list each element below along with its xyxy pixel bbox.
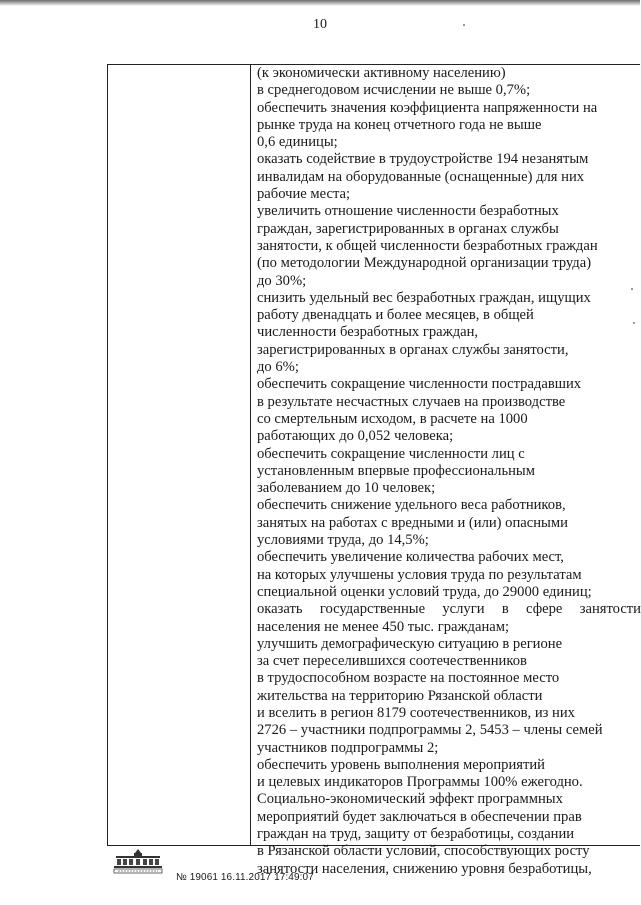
- text-line: работающих до 0,052 человека;: [257, 428, 454, 445]
- text-line: численности безработных граждан,: [257, 324, 479, 341]
- text-line: в результате несчастных случаев на производстве: [257, 393, 566, 410]
- document-table: [107, 64, 641, 877]
- text-line: инвалидам на оборудованные (оснащенные) для них: [257, 168, 585, 185]
- text-line: за счет переселившихся соотечественников: [257, 653, 527, 670]
- text-line: и целевых индикаторов Программы 100% ежегодно.: [257, 774, 583, 791]
- text-line: до 6%;: [257, 359, 299, 376]
- text-line: обеспечить уровень выполнения мероприятий: [257, 756, 545, 773]
- text-line: со смертельным исходом, в расчете на 1000: [257, 410, 528, 427]
- text-line: обеспечить увеличение количества рабочих мест,: [257, 549, 564, 566]
- text-line: обеспечить значения коэффициента напряженности на: [257, 99, 598, 116]
- text-line: до 30%;: [257, 272, 307, 289]
- text-line: занятости, к общей численности безработных граждан: [257, 237, 598, 254]
- text-line: 2726 – участники подпрограммы 2, 5453 – члены семей: [257, 722, 603, 739]
- text-line: участников подпрограммы 2;: [257, 739, 439, 756]
- text-line: граждан, зарегистрированных в органах службы: [257, 220, 559, 237]
- text-line: (по методологии Международной организации труда): [257, 255, 592, 272]
- text-line: на которых улучшены условия труда по результатам: [257, 566, 582, 583]
- text-line: 0,6 единицы;: [257, 134, 338, 151]
- text-line: (к экономически активному населению): [257, 65, 506, 81]
- text-line: зарегистрированных в органах службы занятости,: [257, 341, 569, 358]
- text-line: обеспечить снижение удельного веса работников,: [257, 497, 566, 514]
- text-line: оказать государственные услуги в сфере занятости: [257, 601, 641, 618]
- government-building-stamp-icon: [112, 848, 164, 874]
- text-line: заболеванием до 10 человек;: [257, 480, 436, 497]
- text-line: условиями труда, до 14,5%;: [257, 532, 429, 549]
- text-line: в трудоспособном возрасте на постоянное место: [257, 670, 560, 687]
- text-line: рабочие места;: [257, 186, 351, 203]
- text-line: граждан на труд, защиту от безработицы, создании: [257, 826, 575, 843]
- text-line: населения не менее 450 тыс. гражданам;: [257, 618, 510, 635]
- text-line: рынке труда на конец отчетного года не выше: [257, 116, 542, 133]
- text-line: занятости населения, снижению уровня безработицы,: [257, 860, 592, 877]
- text-line: оказать содействие в трудоустройстве 194 незанятым: [257, 151, 589, 168]
- text-line: работу двенадцать и более месяцев, в общей: [257, 307, 534, 324]
- text-line: специальной оценки условий труда, до 29000 единиц;: [257, 583, 592, 600]
- table-right-column: [257, 65, 641, 877]
- text-line: увеличить отношение численности безработных: [257, 203, 559, 220]
- text-line: установленным впервые профессиональным: [257, 462, 535, 479]
- text-line: в среднегодовом исчислении не выше 0,7%;: [257, 82, 531, 99]
- text-line: Социально-экономический эффект программных: [257, 791, 563, 808]
- table-left-column: [108, 65, 251, 845]
- text-line: мероприятий будет заключаться в обеспечении прав: [257, 808, 582, 825]
- page-number: 10: [313, 17, 327, 32]
- text-line: снизить удельный вес безработных граждан, ищущих: [257, 289, 591, 306]
- text-line: обеспечить сокращение численности пострадавших: [257, 376, 582, 393]
- text-line: жительства на территорию Рязанской области: [257, 687, 543, 704]
- scan-top-edge: [0, 0, 640, 6]
- registration-stamp-text: № 19061 16.11.2017 17:49:07: [176, 872, 314, 883]
- text-line: занятых на работах с вредными и (или) опасными: [257, 514, 568, 531]
- text-line: обеспечить сокращение численности лиц с: [257, 445, 525, 462]
- text-line: и вселить в регион 8179 соотечественников, из них: [257, 704, 575, 721]
- text-line: в Рязанской области условий, способствующих росту: [257, 843, 590, 860]
- text-line: улучшить демографическую ситуацию в регионе: [257, 635, 563, 652]
